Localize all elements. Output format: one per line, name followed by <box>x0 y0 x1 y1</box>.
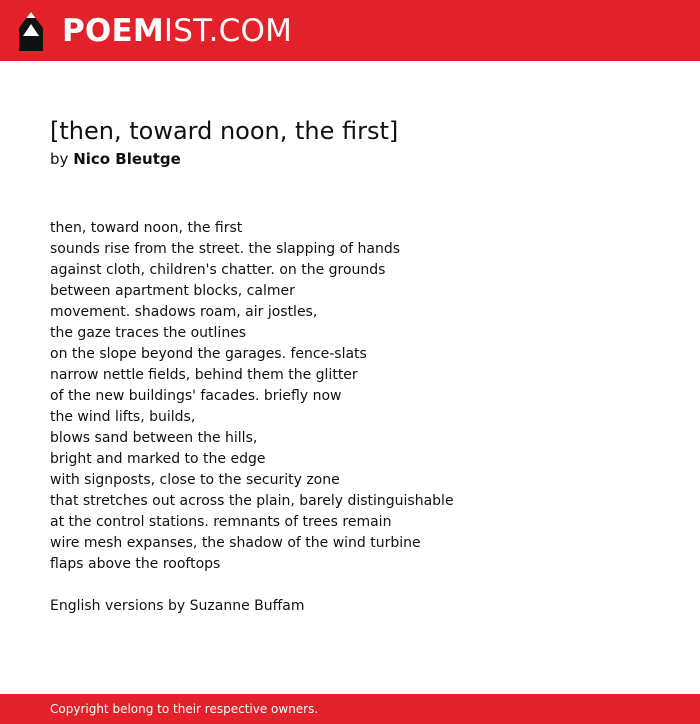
poem-line: then, toward noon, the first <box>50 220 243 236</box>
site-header <box>0 0 700 61</box>
pencil-logo-icon <box>18 11 44 52</box>
poem-line: of the new buildings' facades. briefly now <box>50 388 342 404</box>
poem-body <box>50 218 660 575</box>
poem-title: [then, toward noon, the first] <box>50 117 399 145</box>
site-footer <box>0 694 700 724</box>
poem-line: the gaze traces the outlines <box>50 325 247 341</box>
poem-line: sounds rise from the street. the slapping of hands <box>50 241 401 257</box>
poem-line: wire mesh expanses, the shadow of the wind turbine <box>50 535 421 551</box>
poem-line: bright and marked to the edge <box>50 451 266 467</box>
poem-line: against cloth, children's chatter. on the grounds <box>50 262 386 278</box>
brand-light-text: IST.COM <box>163 13 293 49</box>
poem-line: on the slope beyond the garages. fence-slats <box>50 346 367 362</box>
brand-strong-text: POEM <box>62 13 164 49</box>
poem-line: between apartment blocks, calmer <box>50 283 295 299</box>
by-label: by <box>50 150 69 168</box>
poem-line: movement. shadows roam, air jostles, <box>50 304 318 320</box>
home-logo-link[interactable] <box>18 10 292 52</box>
translator-note: English versions by Suzanne Buffam <box>50 598 305 614</box>
poem-line: at the control stations. remnants of trees remain <box>50 514 392 530</box>
poem-content <box>50 114 660 617</box>
poem-line: the wind lifts, builds, <box>50 409 196 425</box>
poem-line: that stretches out across the plain, barely distinguishable <box>50 493 454 509</box>
author-link[interactable]: Nico Bleutge <box>73 150 181 168</box>
poem-line: flaps above the rooftops <box>50 556 221 572</box>
poem-line: with signposts, close to the security zone <box>50 472 340 488</box>
poem-line: blows sand between the hills, <box>50 430 258 446</box>
copyright-text: Copyright belong to their respective owners. <box>50 702 319 716</box>
poem-byline <box>50 149 660 169</box>
site-brand <box>62 10 292 52</box>
poem-line: narrow nettle fields, behind them the glitter <box>50 367 358 383</box>
